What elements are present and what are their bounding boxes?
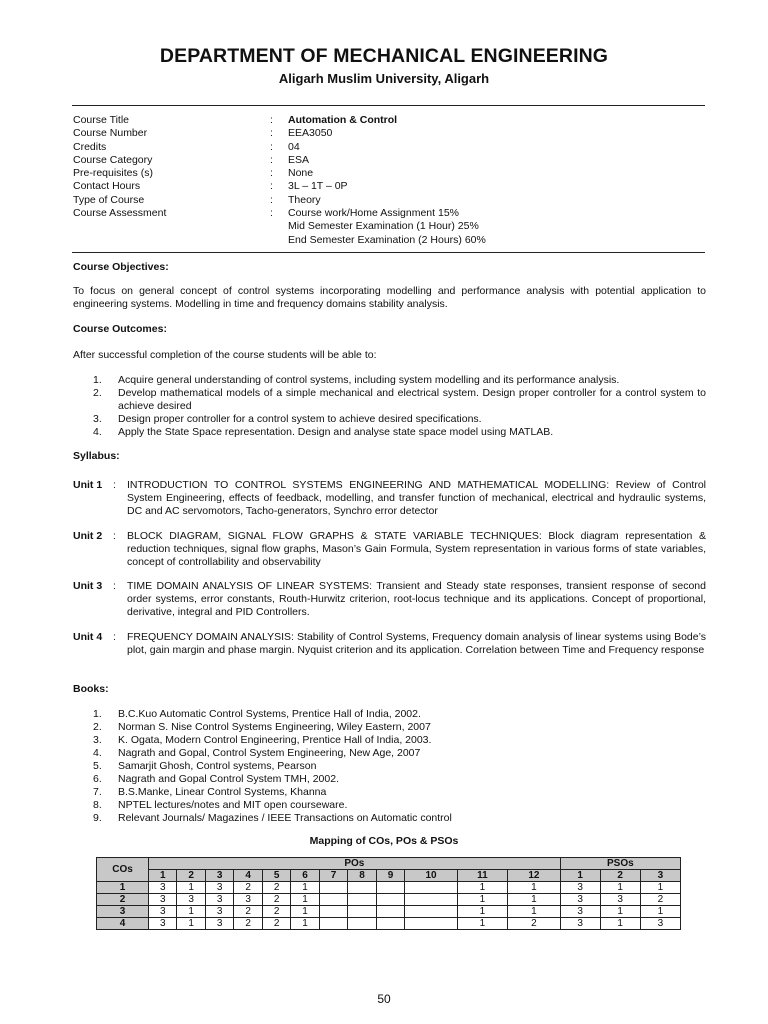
objectives-text: To focus on general concept of control systems incorporating modelling and performance analysis with potential application to engineering systems. Modelling in time and frequency domains stability analysis. (73, 285, 706, 310)
po-cell (319, 906, 347, 918)
info-label: Credits (73, 140, 107, 153)
po-cell (376, 918, 404, 930)
list-item-number: 3. (93, 734, 102, 746)
info-value: None (288, 167, 314, 180)
info-value: 04 (288, 140, 300, 153)
list-item (93, 413, 706, 426)
info-colon: : (270, 127, 273, 140)
unit-text: TIME DOMAIN ANALYSIS OF LINEAR SYSTEMS: Transient and Steady state responses, transient response of second order systems, error constants, Routh-Hurwitz criterion, root-locus technique and its applications. Concept of proportional, derivative, integral and PID Controllers. (127, 580, 706, 618)
po-cell: 1 (508, 906, 561, 918)
pso-column-header: 1 (560, 870, 600, 882)
unit-colon: : (113, 631, 116, 643)
po-cell: 1 (457, 906, 507, 918)
list-item-number: 1. (93, 708, 102, 720)
unit-colon: : (113, 530, 116, 542)
top-divider (72, 105, 705, 106)
po-cell: 2 (234, 882, 262, 894)
unit-colon: : (113, 580, 116, 592)
info-colon: : (270, 167, 273, 180)
list-item-text: Relevant Journals/ Magazines / IEEE Transactions on Automatic control (118, 812, 452, 824)
list-item-text: NPTEL lectures/notes and MIT open courseware. (118, 799, 348, 811)
outcomes-list (93, 374, 706, 439)
po-cell (348, 882, 376, 894)
info-row (73, 167, 703, 180)
list-item (93, 734, 706, 747)
pso-cell: 3 (640, 918, 680, 930)
outcomes-heading: Course Outcomes: (73, 323, 167, 335)
syllabus-unit (73, 530, 706, 569)
po-cell: 2 (234, 906, 262, 918)
po-cell (348, 894, 376, 906)
po-cell: 3 (205, 906, 233, 918)
cos-header: COs (97, 858, 149, 882)
po-cell: 1 (508, 882, 561, 894)
table-subheader-row (97, 870, 681, 882)
po-cell: 1 (177, 918, 205, 930)
pso-cell: 2 (640, 894, 680, 906)
pso-cell: 3 (560, 894, 600, 906)
po-cell (405, 894, 458, 906)
course-info-block (73, 114, 703, 247)
info-value: Mid Semester Examination (1 Hour) 25% (288, 220, 479, 233)
po-cell (348, 906, 376, 918)
info-row (73, 194, 703, 207)
po-cell: 1 (291, 906, 319, 918)
objectives-heading: Course Objectives: (73, 261, 169, 273)
pso-cell: 1 (640, 882, 680, 894)
info-colon (270, 234, 288, 247)
co-cell: 3 (97, 906, 149, 918)
po-cell: 1 (457, 894, 507, 906)
po-cell: 2 (262, 882, 290, 894)
unit-colon: : (113, 479, 116, 491)
po-column-header: 3 (205, 870, 233, 882)
list-item (93, 760, 706, 773)
list-item-text: B.S.Manke, Linear Control Systems, Khanna (118, 786, 327, 798)
list-item-number: 2. (93, 721, 102, 733)
info-value: Course work/Home Assignment 15% (288, 207, 459, 220)
po-cell: 2 (262, 918, 290, 930)
po-cell: 1 (291, 882, 319, 894)
pso-cell: 1 (600, 882, 640, 894)
po-cell: 1 (457, 918, 507, 930)
list-item-number: 4. (93, 426, 102, 438)
po-cell: 3 (149, 894, 177, 906)
list-item-number: 5. (93, 760, 102, 772)
po-cell: 2 (262, 906, 290, 918)
po-cell (319, 894, 347, 906)
po-column-header: 7 (319, 870, 347, 882)
po-cell: 3 (149, 882, 177, 894)
unit-label: Unit 4 (73, 631, 103, 643)
pso-cell: 3 (560, 918, 600, 930)
info-divider (72, 252, 705, 253)
po-cell: 3 (149, 906, 177, 918)
unit-label: Unit 2 (73, 530, 103, 542)
info-label: Course Title (73, 114, 130, 126)
po-cell (319, 882, 347, 894)
po-column-header: 8 (348, 870, 376, 882)
list-item-text: Norman S. Nise Control Systems Engineering, Wiley Eastern, 2007 (118, 721, 431, 733)
po-cell: 3 (234, 894, 262, 906)
pso-cell: 1 (600, 918, 640, 930)
list-item (93, 387, 706, 413)
info-label: Pre-requisites (s) (73, 167, 153, 180)
info-value: 3L – 1T – 0P (288, 180, 348, 193)
books-list (93, 708, 706, 825)
info-colon: : (270, 114, 273, 126)
unit-text: INTRODUCTION TO CONTROL SYSTEMS ENGINEERING AND MATHEMATICAL MODELLING: Review of Control System Engineering, effects of feedback, modelling, and transfer function of mechanical, electrical and hydraulic systems, DC and AC servomotors, Tacho-generators, Synchro error detector (127, 479, 706, 517)
info-label: Type of Course (73, 193, 145, 206)
info-row (73, 127, 703, 140)
po-cell (405, 882, 458, 894)
info-value: ESA (288, 153, 310, 166)
po-column-header: 12 (508, 870, 561, 882)
list-item-number: 4. (93, 747, 102, 759)
list-item (93, 708, 706, 721)
info-colon: : (270, 153, 273, 166)
psos-header: PSOs (560, 858, 680, 870)
po-cell: 2 (234, 918, 262, 930)
unit-label: Unit 1 (73, 479, 103, 491)
list-item-number: 6. (93, 773, 102, 785)
pso-cell: 3 (600, 894, 640, 906)
po-cell: 3 (205, 882, 233, 894)
info-row (73, 180, 703, 193)
po-cell: 1 (457, 882, 507, 894)
list-item (93, 773, 706, 786)
list-item (93, 799, 706, 812)
po-cell (376, 906, 404, 918)
po-cell (319, 918, 347, 930)
table-row (97, 906, 681, 918)
syllabus-unit (73, 479, 706, 518)
books-heading: Books: (73, 683, 109, 695)
syllabus-unit (73, 631, 706, 657)
po-cell: 1 (508, 894, 561, 906)
info-label (73, 234, 270, 247)
mapping-title: Mapping of COs, POs & PSOs (309, 835, 459, 847)
list-item-text: Nagrath and Gopal Control System TMH, 2002. (118, 773, 339, 785)
list-item (93, 786, 706, 799)
po-cell: 2 (508, 918, 561, 930)
pso-cell: 3 (560, 882, 600, 894)
info-label: Course Category (73, 153, 153, 166)
po-column-header: 10 (405, 870, 458, 882)
table-row (97, 894, 681, 906)
po-cell: 3 (177, 894, 205, 906)
info-colon: : (270, 180, 273, 193)
page-number: 50 (377, 992, 391, 1006)
info-colon: : (270, 193, 273, 206)
unit-text: FREQUENCY DOMAIN ANALYSIS: Stability of Control Systems, Frequency domain analysis of linear systems using Bode’s plot, gain margin and phase margin. Nyquist criterion and its application. Correlation between Time and Frequency response (127, 631, 706, 656)
syllabus-unit (73, 580, 706, 619)
po-cell: 3 (205, 918, 233, 930)
info-value: Theory (288, 193, 321, 206)
po-cell: 2 (262, 894, 290, 906)
po-cell (405, 918, 458, 930)
university-subtitle: Aligarh Muslim University, Aligarh (278, 71, 490, 86)
po-cell (348, 918, 376, 930)
po-cell (376, 894, 404, 906)
list-item (93, 747, 706, 760)
syllabus-heading: Syllabus: (73, 450, 120, 462)
info-label: Course Number (73, 127, 148, 140)
po-cell: 3 (149, 918, 177, 930)
list-item-text: Nagrath and Gopal, Control System Engineering, New Age, 2007 (118, 747, 421, 759)
info-label: Contact Hours (73, 180, 141, 193)
info-row (73, 114, 703, 127)
unit-text: BLOCK DIAGRAM, SIGNAL FLOW GRAPHS & STATE VARIABLE TECHNIQUES: Block diagram representation & reduction techniques, signal flow graphs, Mason’s Gain Formula, System representation in various forms of state variables, concept of controllability and observability (127, 530, 706, 568)
po-cell: 1 (177, 906, 205, 918)
list-item-number: 1. (93, 374, 102, 386)
list-item-text: Design proper controller for a control system to achieve desired specifications. (118, 413, 482, 425)
list-item-text: Samarjit Ghosh, Control systems, Pearson (118, 760, 317, 772)
co-po-mapping-table (96, 857, 681, 930)
po-column-header: 6 (291, 870, 319, 882)
info-row (73, 207, 703, 220)
info-colon: : (270, 207, 273, 220)
info-value: EEA3050 (288, 127, 333, 140)
co-cell: 4 (97, 918, 149, 930)
info-row (73, 154, 703, 167)
list-item-number: 3. (93, 413, 102, 425)
po-column-header: 9 (376, 870, 404, 882)
co-cell: 1 (97, 882, 149, 894)
pso-cell: 1 (600, 906, 640, 918)
pso-column-header: 2 (600, 870, 640, 882)
info-label: Course Assessment (73, 207, 167, 220)
table-row (97, 918, 681, 930)
po-cell: 3 (205, 894, 233, 906)
pso-cell: 3 (560, 906, 600, 918)
outcomes-intro: After successful completion of the course students will be able to: (73, 349, 377, 361)
list-item-text: K. Ogata, Modern Control Engineering, Prentice Hall of India, 2003. (118, 734, 432, 746)
table-header-row (97, 858, 681, 870)
info-row (73, 141, 703, 154)
list-item (93, 374, 706, 387)
po-cell: 1 (291, 918, 319, 930)
list-item-number: 7. (93, 786, 102, 798)
pso-column-header: 3 (640, 870, 680, 882)
list-item-text: Develop mathematical models of a simple mechanical and electrical system. Design proper controller for a control system to achieve desired (118, 387, 706, 412)
pso-cell: 1 (640, 906, 680, 918)
list-item-text: B.C.Kuo Automatic Control Systems, Prentice Hall of India, 2002. (118, 708, 421, 720)
table-body (97, 882, 681, 930)
info-value: End Semester Examination (2 Hours) 60% (288, 233, 486, 246)
po-cell (405, 906, 458, 918)
po-cell: 1 (291, 894, 319, 906)
info-colon (270, 220, 288, 233)
unit-label: Unit 3 (73, 580, 103, 592)
po-cell: 1 (177, 882, 205, 894)
po-column-header: 5 (262, 870, 290, 882)
po-cell (376, 882, 404, 894)
department-title: DEPARTMENT OF MECHANICAL ENGINEERING (159, 45, 609, 67)
pos-header: POs (149, 858, 561, 870)
info-row (73, 234, 703, 247)
co-cell: 2 (97, 894, 149, 906)
list-item-number: 8. (93, 799, 102, 811)
info-value: Automation & Control (288, 114, 398, 126)
list-item-text: Acquire general understanding of control systems, including system modelling and its performance analysis. (118, 374, 620, 386)
po-column-header: 4 (234, 870, 262, 882)
list-item-number: 2. (93, 387, 102, 399)
info-colon: : (270, 140, 273, 153)
list-item (93, 812, 706, 825)
list-item (93, 721, 706, 734)
list-item-number: 9. (93, 812, 102, 824)
list-item-text: Apply the State Space representation. Design and analyse state space model using MATLAB. (118, 426, 554, 438)
po-column-header: 11 (457, 870, 507, 882)
po-column-header: 1 (149, 870, 177, 882)
info-label (73, 220, 270, 233)
info-row (73, 220, 703, 233)
table-row (97, 882, 681, 894)
po-column-header: 2 (177, 870, 205, 882)
list-item (93, 426, 706, 439)
